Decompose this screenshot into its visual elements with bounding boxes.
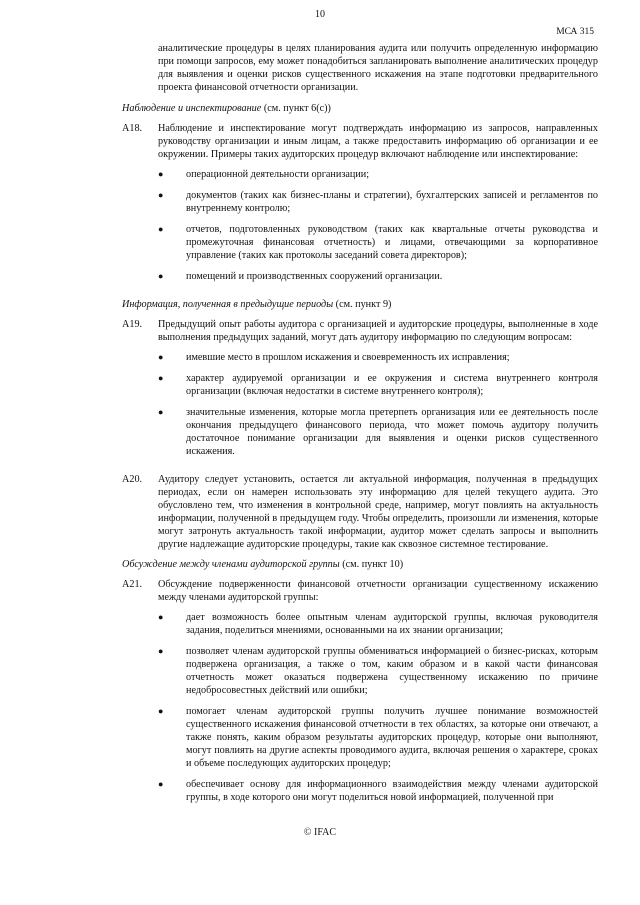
paragraph-number: A20. — [122, 474, 143, 485]
paragraph-text: Аудитору следует установить, остается ли актуальной информация, полученная в предыдущих периодах, если он намерен использовать эту информацию для целей текущего аудита. Это обусловлено тем, что изменения в контрольной среде, например, могут повлиять на актуальность информации, полученной в предыдущем году. Чтобы определить, произошли ли изменения, которые могут затронуть актуальность такой информации, аудитор может сделать запросы и выполнить другие надлежащие аудиторские процедуры, такие как сквозное системное тестирование. — [158, 474, 598, 550]
list-item — [158, 168, 598, 181]
document-code: МСА 315 — [556, 27, 594, 37]
bullet-text: дает возможность более опытным членам аудиторской группы, включая руководителя задания, поделиться мнениями, основанными на их знании организации; — [186, 612, 598, 636]
list-item — [158, 189, 598, 215]
paragraph-body — [158, 318, 598, 466]
list-item — [158, 645, 598, 697]
section-heading — [122, 298, 598, 311]
section-heading-reference: (см. пункт 9) — [333, 299, 392, 310]
list-item — [158, 351, 598, 364]
bullet-icon: ● — [158, 646, 164, 656]
paragraph-number: A18. — [122, 123, 143, 134]
section-heading-reference: (см. пункт 10) — [339, 559, 404, 570]
paragraph-text: Обсуждение подверженности финансовой отчетности организации существенному искажению между членами аудиторской группы: — [158, 579, 598, 603]
paragraph-number: A19. — [122, 319, 143, 330]
bullet-icon: ● — [158, 224, 164, 234]
bullet-text: отчетов, подготовленных руководством (таких как квартальные отчеты руководства и промежуточная финансовая отчетность) и лицами, отвечающими за корпоративное управление (таких как протоколы заседаний совета директоров); — [186, 224, 598, 261]
list-item — [158, 223, 598, 262]
bullet-icon: ● — [158, 779, 164, 789]
list-item — [158, 611, 598, 637]
paragraph-body — [158, 578, 598, 812]
sections-container — [122, 102, 598, 812]
numbered-paragraph — [122, 318, 598, 466]
page-content — [122, 42, 598, 819]
bullet-text: помещений и производственных сооружений организации. — [186, 271, 443, 282]
bullet-icon: ● — [158, 352, 164, 362]
list-item — [158, 406, 598, 458]
bullet-icon: ● — [158, 612, 164, 622]
section-heading-reference: (см. пункт 6(c)) — [261, 103, 331, 114]
paragraph-number: A21. — [122, 579, 143, 590]
footer-copyright: © IFAC — [303, 827, 337, 838]
list-item — [158, 270, 598, 283]
bullet-text: обеспечивает основу для информационного взаимодействия между членами аудиторской группы, в ходе которого они могут поделиться новой информацией, полученной при — [186, 779, 598, 803]
list-item — [158, 778, 598, 804]
bullet-text: характер аудируемой организации и ее окружения и система внутреннего контроля организации (включая недостатки в системе внутреннего контроля); — [186, 373, 598, 397]
bullet-list — [158, 168, 598, 283]
section-heading-title: Обсуждение между членами аудиторской группы — [122, 559, 340, 570]
bullet-text: документов (таких как бизнес-планы и стратегии), бухгалтерских записей и регламентов по внутреннему контролю; — [186, 190, 598, 214]
paragraph-body — [158, 122, 598, 291]
section-heading — [122, 558, 598, 571]
numbered-paragraph — [122, 122, 598, 291]
bullet-text: позволяет членам аудиторской группы обмениваться информацией о бизнес-рисках, которым подвержена организация, а также о том, каким образом и в какой части финансовая отчетность может оказаться подвержена существенному искажению по причине недобросовестных действий или ошибки; — [186, 646, 598, 696]
section-heading-title: Наблюдение и инспектирование — [122, 103, 262, 114]
numbered-paragraph — [122, 473, 598, 551]
list-item — [158, 705, 598, 770]
bullet-icon: ● — [158, 407, 164, 417]
section-heading — [122, 102, 598, 115]
bullet-text: значительные изменения, которые могла претерпеть организация или ее деятельность после окончания предыдущего финансового периода, что может помочь аудитору получить достаточное понимание организации для выявления и оценки рисков существенного искажения. — [186, 407, 598, 457]
list-item — [158, 372, 598, 398]
bullet-text: имевшие место в прошлом искажения и своевременность их исправления; — [186, 352, 510, 363]
bullet-icon: ● — [158, 706, 164, 716]
bullet-icon: ● — [158, 169, 164, 179]
page-number: 10 — [315, 9, 325, 20]
paragraph-text: Предыдущий опыт работы аудитора с организацией и аудиторские процедуры, выполненные в ходе выполнения предыдущих заданий, могут дать аудитору информацию по следующим вопросам: — [158, 319, 598, 343]
bullet-text: помогает членам аудиторской группы получить лучшее понимание возможностей существенного искажения финансовой отчетности в тех областях, за которые они отвечают, а также понять, каким образом результаты аудиторских процедур, которые они выполняют, могут повлиять на другие аспекты проводимого аудита, включая решения о характере, сроках и объеме последующих аудиторских процедур; — [186, 706, 598, 769]
bullet-text: операционной деятельности организации; — [186, 169, 370, 180]
paragraph-body — [158, 473, 598, 551]
section-heading-title: Информация, полученная в предыдущие периоды — [122, 299, 334, 310]
bullet-icon: ● — [158, 373, 164, 383]
bullet-list — [158, 611, 598, 804]
bullet-icon: ● — [158, 271, 164, 281]
paragraph-text: Наблюдение и инспектирование могут подтверждать информацию из запросов, направленных руководству организации и иным лицам, а также предоставить информацию об организации и ее окружении. Примеры таких аудиторских процедур включают наблюдение или инспектирование: — [158, 123, 598, 160]
bullet-icon: ● — [158, 190, 164, 200]
bullet-list — [158, 351, 598, 458]
numbered-paragraph — [122, 578, 598, 812]
continued-paragraph: аналитические процедуры в целях планирования аудита или получить определенную информацию при помощи запросов, ему может понадобиться запланировать выполнение аналитических процедур для выявления и оценки рисков существенного искажения на этапе подготовки предварительного проекта финансовой отчетности организации. — [158, 43, 598, 93]
